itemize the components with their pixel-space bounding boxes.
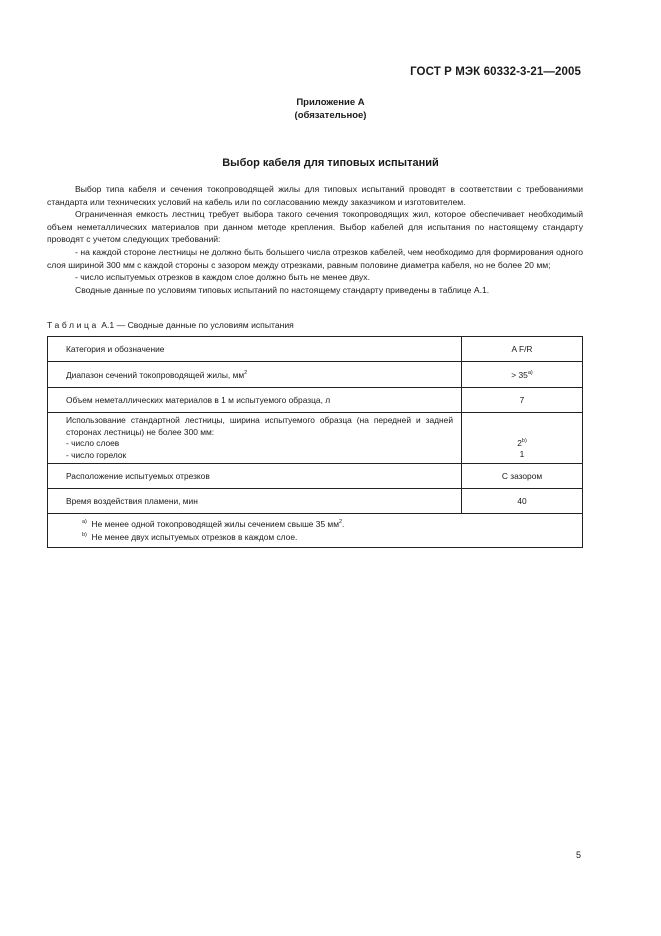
annex-heading	[0, 96, 661, 122]
annex-title: Приложение А	[296, 97, 365, 108]
standard-code: ГОСТ Р МЭК 60332-3-21—2005	[410, 66, 581, 78]
conditions-table	[47, 336, 583, 548]
table-row	[48, 489, 583, 514]
footnote-b: $^{b)}$ Не менее двух испытуемых отрезков в каждом слое.	[82, 531, 298, 542]
paragraph: Сводные данные по условиям типовых испытаний по настоящему стандарту приведены в таблице А.1.	[75, 284, 490, 295]
table-footnotes	[48, 514, 583, 548]
section-title: Выбор кабеля для типовых испытаний	[222, 157, 439, 169]
row-label: Расположение испытуемых отрезков	[48, 464, 462, 489]
row-label: Использование стандартной лестницы, ширина испытуемого образца (на передней и задней сторонах лестницы) не более 300 мм: - число слоев - число горелок	[48, 413, 462, 464]
row-value: 40	[462, 489, 583, 514]
table-row	[48, 413, 583, 464]
row-label: Категория и обозначение	[48, 337, 462, 362]
row-value: 2$^{b)}$ 1	[462, 413, 583, 464]
table-caption-word: Таблица	[47, 320, 99, 330]
list-item: - число испытуемых отрезков в каждом слое должно быть не менее двух.	[75, 272, 370, 283]
table-row	[48, 362, 583, 388]
row-value: С зазором	[462, 464, 583, 489]
table-row	[48, 388, 583, 413]
table-row	[48, 337, 583, 362]
body-text	[47, 183, 583, 296]
list-item: - на каждой стороне лестницы не должно быть большего числа отрезков кабелей, чем необходимо для формирования одного слоя шириной 300 мм с каждой стороны с зазором между отрезками, равным половине диаметра кабеля, но не более 20 мм;	[47, 246, 583, 270]
row-value: 7	[462, 388, 583, 413]
row-label: Время воздействия пламени, мин	[48, 489, 462, 514]
paragraph: Выбор типа кабеля и сечения токопроводящей жилы для типовых испытаний проводят в соответствии с требованиями стандарта или технических условий на кабель или по согласованию между заказчиком и изготовителем.	[47, 184, 583, 207]
page-number: 5	[575, 850, 581, 860]
annex-status: (обязательное)	[294, 110, 367, 121]
row-value: A F/R	[462, 337, 583, 362]
table-caption-text: А.1 — Сводные данные по условиям испытания	[101, 320, 294, 330]
row-value: > $35^{a)}$	[462, 362, 583, 388]
row-label: Диапазон сечений токопроводящей жилы, $мм^2$	[48, 362, 462, 388]
paragraph: Ограниченная емкость лестниц требует выбора такого сечения токопроводящих жил, которое обеспечивает необходимый объем неметаллических материалов при данном методе крепления. Выбор кабелей для испытания по настоящему стандарту проводят с учетом следующих требований:	[47, 209, 583, 245]
footnote-a: $^{a)}$ Не менее одной токопроводящей жилы сечением свыше 35 $мм^2$.	[82, 519, 345, 529]
row-label: Объем неметаллических материалов в 1 м испытуемого образца, л	[48, 388, 462, 413]
table-row	[48, 464, 583, 489]
table-caption	[47, 320, 294, 330]
